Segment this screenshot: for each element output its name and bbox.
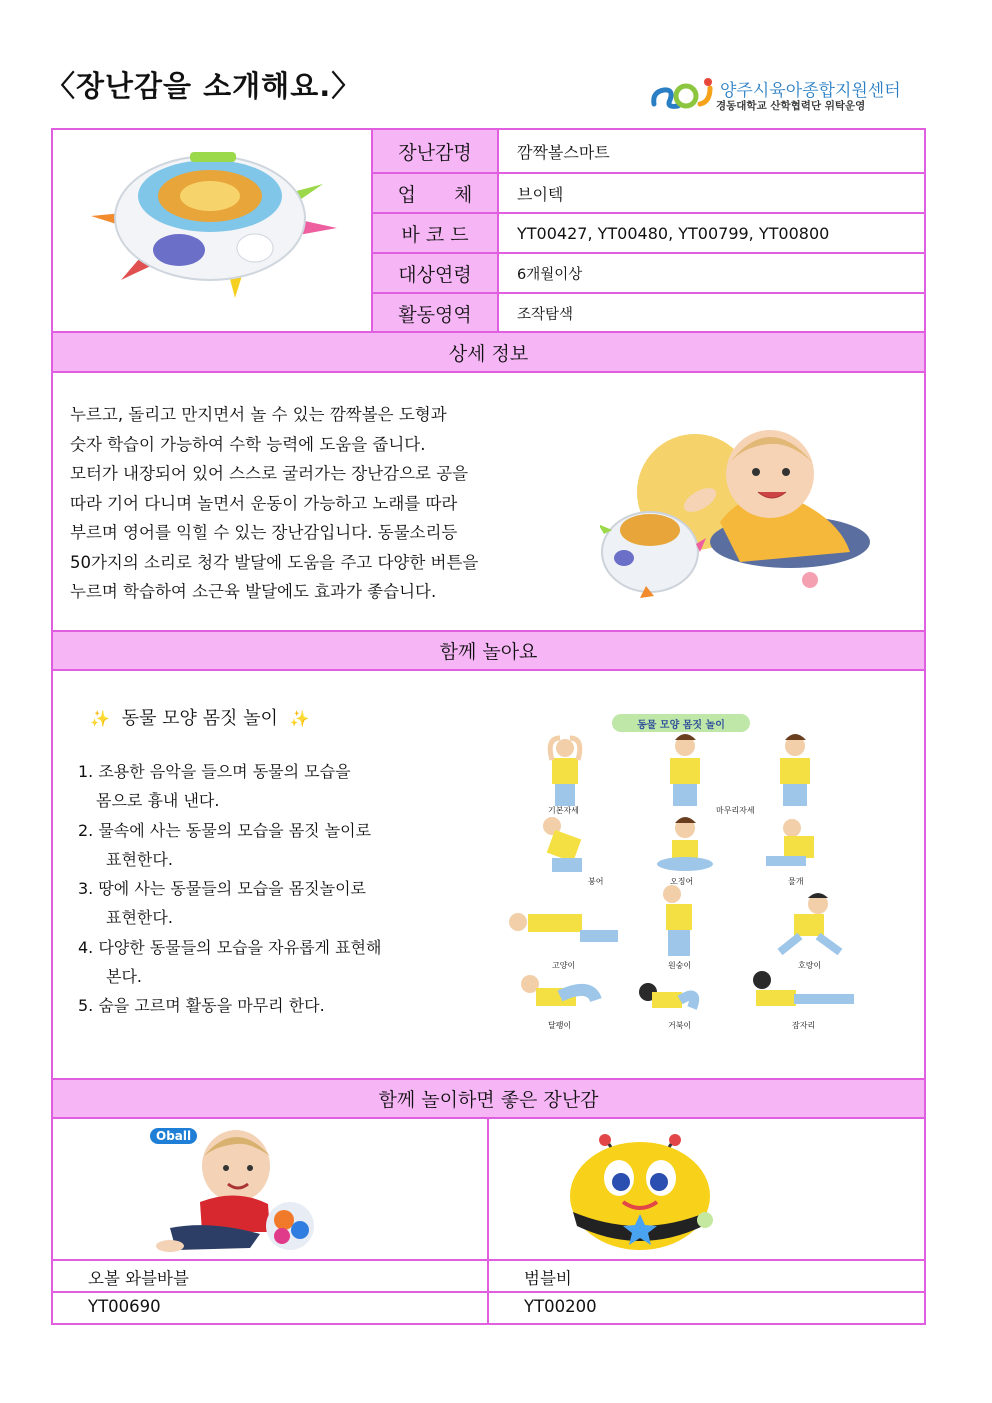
detail-line: 숫자 학습이 가능하여 수학 능력에 도움을 줍니다. [70, 434, 426, 454]
play-title-text: 동물 모양 몸짓 놀이 [121, 708, 278, 729]
grid-line [51, 371, 926, 373]
grid-line [51, 1259, 926, 1261]
pose-caption: 원숭이 [668, 961, 692, 970]
pose-caption: 거북이 [668, 1021, 692, 1030]
detail-description [70, 400, 580, 607]
grid-line [51, 669, 926, 671]
play-section-header: 함께 놀아요 [53, 632, 924, 669]
detail-line: 50가지의 소리로 청각 발달에 도움을 주고 다양한 버튼을 [70, 552, 479, 572]
pose-caption: 오징어 [670, 877, 694, 886]
related-toy-code: YT00690 [88, 1297, 161, 1316]
detail-line: 누르고, 돌리고 만지면서 놀 수 있는 깜짝볼은 도형과 [70, 405, 447, 424]
list-item: 1. 조용한 음악을 들으며 동물의 모습을 [78, 762, 351, 781]
list-item: 4. 다양한 동물들의 모습을 자유롭게 표현해 [78, 937, 382, 957]
play-steps-list [78, 757, 381, 1021]
logo-name: 양주시육아종합지원센터 [720, 81, 901, 101]
baby-with-oball-figure [150, 1122, 330, 1254]
illustration-banner: 동물 모양 몸짓 놀이 [612, 714, 750, 732]
value-barcode: YT00427, YT00480, YT00799, YT00800 [517, 223, 830, 243]
detail-line: 따라 기어 다니며 놀면서 운동이 가능하고 노래를 따라 [70, 493, 458, 513]
detail-line: 누르며 학습하여 소근육 발달에도 효과가 좋습니다. [70, 582, 437, 601]
animal-pose-illustration [500, 708, 880, 1038]
value-toy-name: 깜짝볼스마트 [517, 142, 610, 162]
list-item: 5. 숨을 고르며 활동을 마무리 한다. [78, 996, 325, 1016]
pose-caption: 마무리자세 [716, 806, 755, 815]
detail-line: 모터가 내장되어 있어 스스로 굴러가는 장난감으로 공을 [70, 464, 469, 483]
pose-caption: 기본자세 [548, 806, 579, 815]
label-toy-name: 장난감명 [373, 130, 497, 172]
sparkle-icon: ✨ [289, 709, 310, 728]
smart-ball-toy-image [85, 148, 350, 308]
page-title: 〈장난감을 소개해요.〉 [46, 69, 362, 103]
bumblebee-toy-image [565, 1130, 715, 1252]
list-item: 본다. [106, 967, 142, 987]
list-item: 2. 물속에 사는 동물의 모습을 몸짓 놀이로 [78, 820, 372, 840]
table-border-left [51, 128, 53, 1325]
label-barcode: 바 코 드 [373, 214, 497, 252]
related-toy-name: 오볼 와블바블 [88, 1269, 189, 1288]
related-section-header: 함께 놀이하면 좋은 장난감 [53, 1080, 924, 1117]
pose-caption: 호랑이 [798, 961, 822, 970]
list-item: 표현한다. [106, 849, 173, 869]
pose-caption: 달팽이 [548, 1021, 572, 1030]
pose-caption: 고양이 [552, 961, 576, 970]
list-item: 몸으로 흉내 낸다. [96, 791, 220, 811]
value-age: 6개월이상 [517, 266, 583, 283]
center-logo [650, 74, 920, 114]
label-company: 업 체 [373, 174, 497, 212]
related-toy-code: YT00200 [524, 1297, 597, 1316]
oball-toy-image [150, 1122, 330, 1254]
list-item: 표현한다. [106, 908, 173, 928]
value-company: 브이텍 [517, 184, 564, 204]
pose-caption: 붕어 [588, 877, 604, 886]
detail-section-header: 상세 정보 [53, 333, 924, 371]
grid-line [51, 1291, 926, 1293]
play-activity-title [90, 704, 310, 730]
pose-figures [500, 708, 880, 1038]
detail-line: 부르며 영어를 익힐 수 있는 장난감입니다. 동물소리등 [70, 523, 458, 542]
value-area: 조작탐색 [517, 306, 574, 323]
sparkle-icon: ✨ [90, 709, 110, 728]
logo-subtitle: 경동대학교 산학협력단 위탁운영 [716, 100, 866, 112]
table-border-right [924, 128, 926, 1325]
pose-caption: 물개 [788, 877, 804, 886]
list-item: 3. 땅에 사는 동물들의 모습을 몸짓놀이로 [78, 879, 366, 899]
label-area: 활동영역 [373, 294, 497, 332]
oball-brand-logo: Oball [150, 1128, 197, 1144]
grid-line [487, 1117, 489, 1325]
pose-caption: 잠자리 [792, 1021, 816, 1030]
related-toy-name: 범블비 [524, 1269, 572, 1288]
label-age: 대상연령 [373, 254, 497, 292]
baby-playing-ball-image [600, 412, 900, 602]
logo-mark-icon [650, 74, 720, 114]
